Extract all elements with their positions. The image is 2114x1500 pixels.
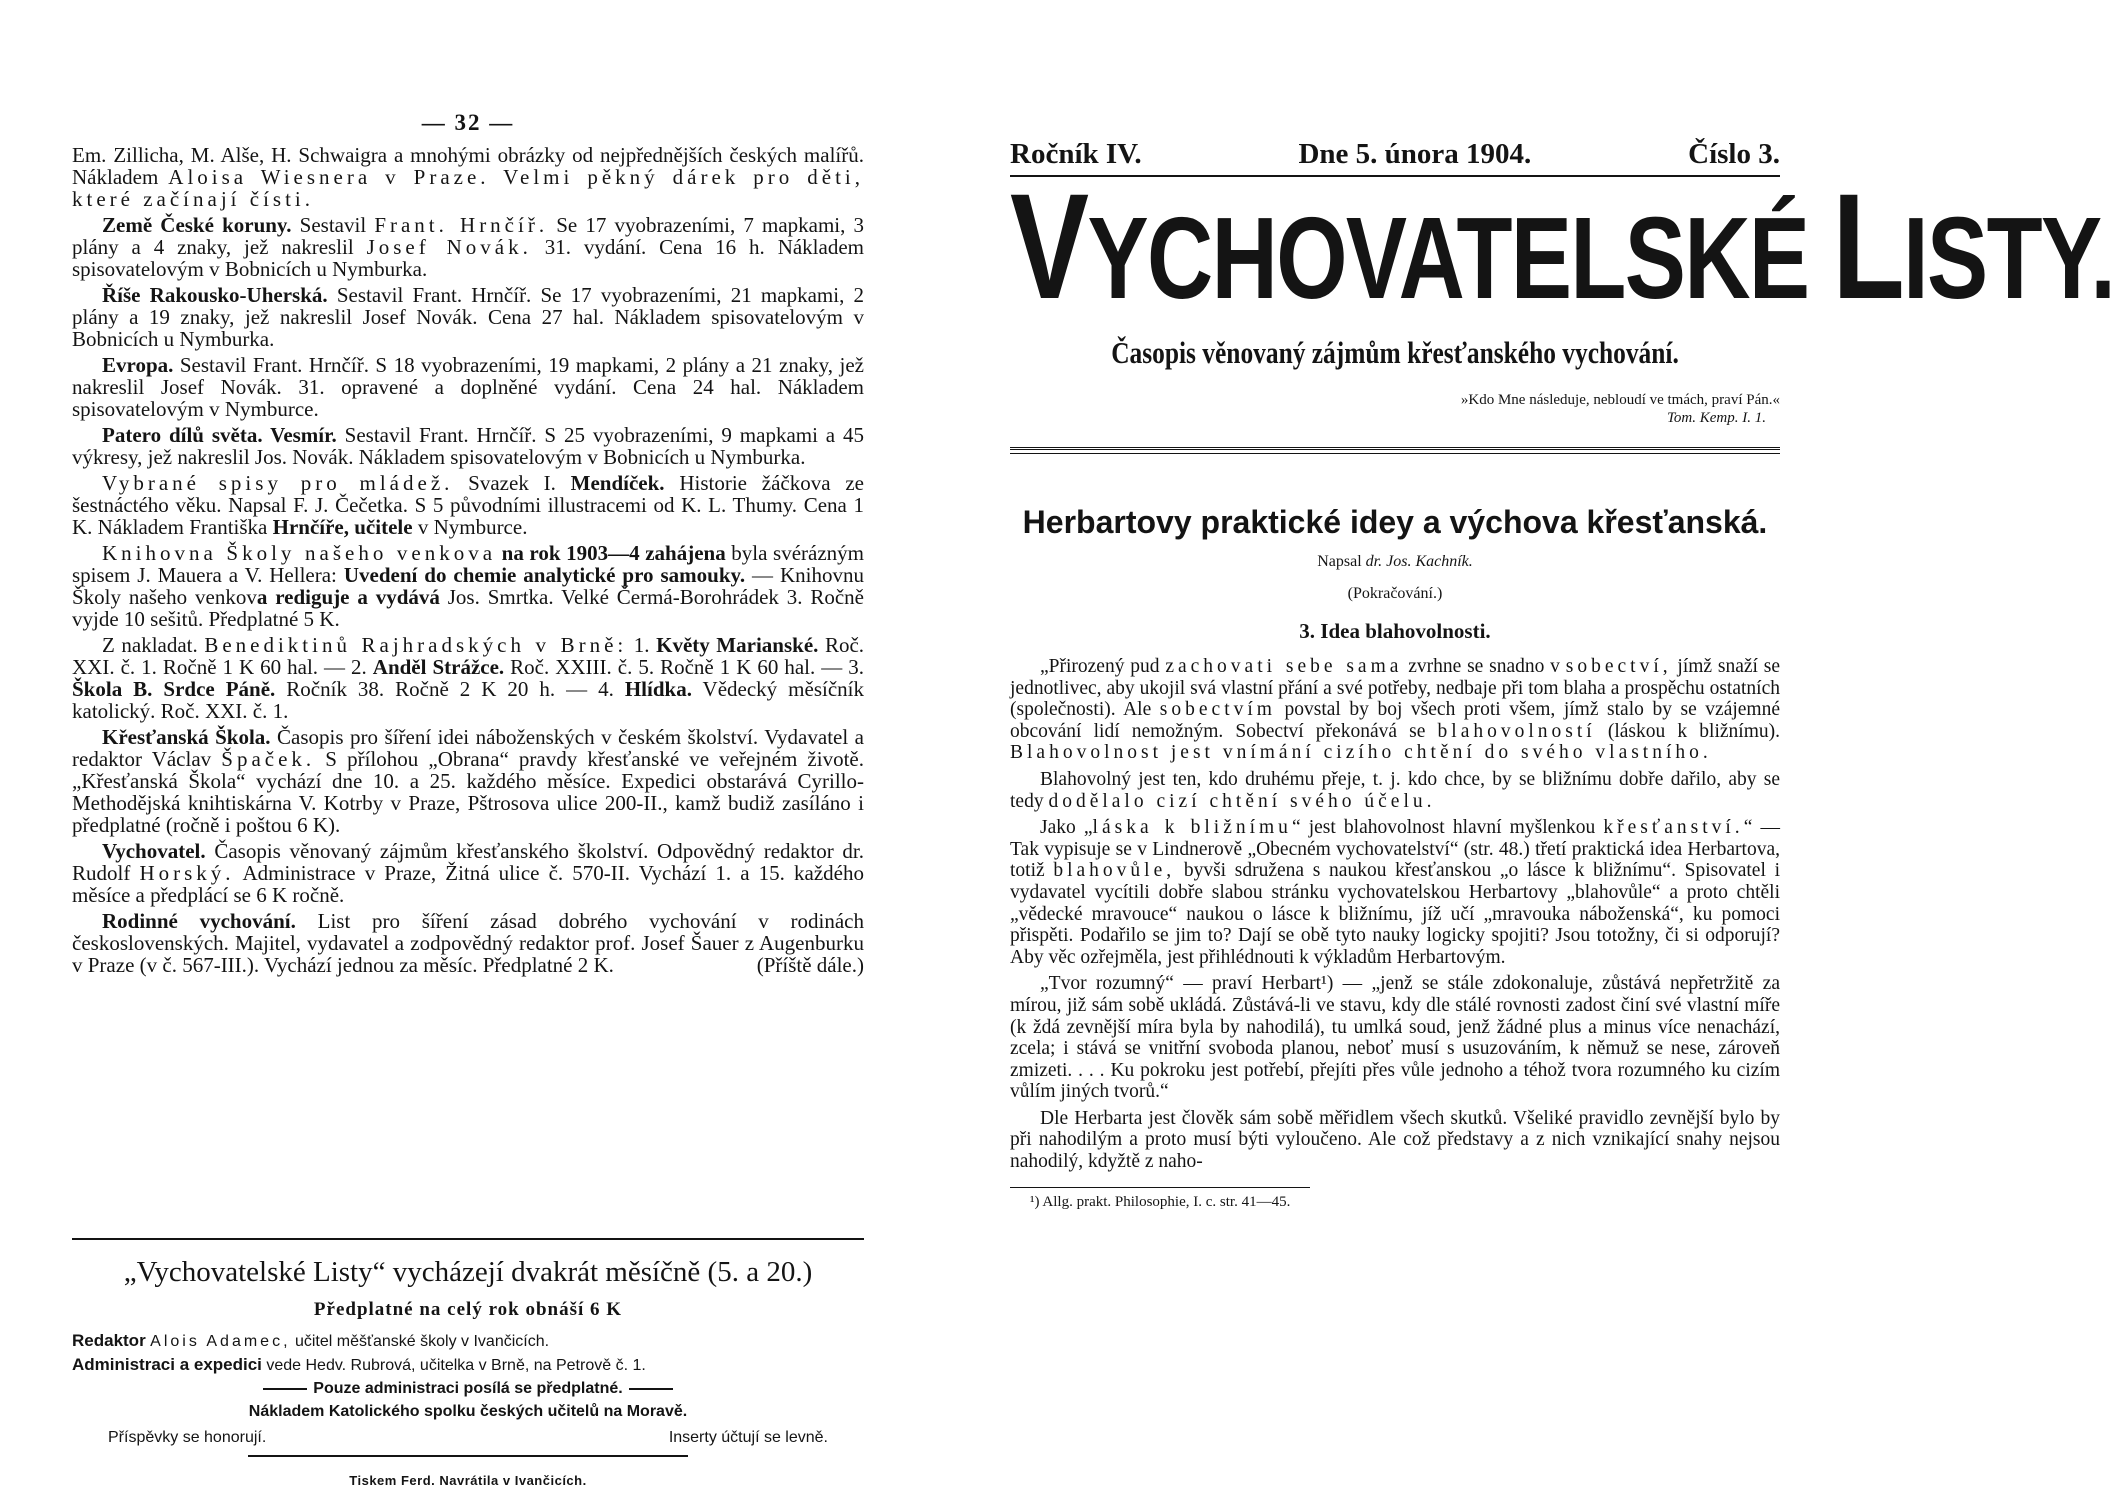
article-paragraph: Blahovolný jest ten, kdo druhému přeje, t. j. kdo chce, by se bližnímu dobře dařilo, aby se tedy dodělalo cizí chtění svého účelu.: [1010, 768, 1780, 812]
paragraph-rodinne-vychovani: Rodinné vychování. List pro šíření zásad dobrého vychování v rodinách československých. Majitel, vydavatel a zodpovědný redaktor prof. Josef Šauer z Augenburku v Praze (v č. 567-III.). Vychází jednou za měsíc. Předplatné 2 K. (Příště dále.): [72, 909, 865, 977]
printer-rule: [248, 1455, 688, 1457]
paragraph-alse-wiesner: Em. Zillicha, M. Alše, H. Schwaigra a mnohými obrázky od nejpřednějších českých malířů. Nákladem Aloisa Wiesnera v Praze. Velmi pěkný dárek pro děti, které začínají čísti.: [72, 143, 864, 211]
footnote-rule: [1010, 1187, 1310, 1188]
motto: [1010, 391, 1780, 427]
motto-text: »Kdo Mne následuje, nebloudí ve tmách, praví Pán.«: [1460, 392, 1780, 408]
issue-number: Číslo 3.: [1688, 138, 1780, 170]
paragraph-mendicek: Vybrané spisy pro mládež. Svazek I. Mendíček. Historie žáčkova ze šestnáctého věku. Napsal F. J. Čečetka. S 5 původními illustracemi od K. L. Thumy. Cena 1 K. Nákladem Františka Hrnčíře, učitele v Nymburce.: [72, 471, 864, 539]
article-title: Herbartovy praktické idey a výchova křesťanská.: [1022, 504, 1768, 540]
article-paragraph: Dle Herbarta jest člověk sám sobě měřidlem všech skutků. Všeliké pravidlo zevnější bylo by při nahodilým a proto musí býti vyloučeno. Ale což představy a z nich vznikající snahy nejsou nahodilý, kdyžtě z naho-: [1010, 1107, 1780, 1173]
journal-title: VYCHOVATELSKÉ LISTY.: [1010, 162, 2114, 330]
printer-line: Tiskem Ferd. Navrátila v Ivančicích.: [349, 1473, 587, 1488]
editor-line: Redaktor Alois Adamec, učitel měšťanské školy v Ivančicích.: [72, 1331, 550, 1350]
only-admin-note: Pouze administraci posílá se předplatné.: [72, 1377, 864, 1400]
article-paragraph: „Tvor rozumný“ — praví Herbart¹) — „jenž se stále zdokonaluje, zůstává nepřetržitě za mírou, již sám sobě ukládá. Zůstává-li ve stavu, kdy dle stálé rovnosti zadost činí své vlastní míře (k ždá zevnější míra byla by nahodilá), tu umlká soud, jenž žádné plus a minus více nenachází, zcela; i stává se vnitřní svoboda planou, neboť musí s usuzováním, k němuž se nese, zároveň zmizeti. . . . Ku pokroku jest potřebí, přejíti přes vůle jednoho a téhož tvora rozumného ku cizím vůlím jiných tvorů.“: [1010, 973, 1780, 1103]
subscription-price: Předplatné na celý rok obnáší 6 K: [313, 1299, 623, 1320]
article-body: [1010, 656, 1780, 1173]
paragraph-rise-rakousko-uherska: Říše Rakousko-Uherská. Sestavil Frant. Hrnčíř. Se 17 vyobrazeními, 21 mapkami, 2 plány a 19 znaky, jež nakreslil Josef Novák. Cena 27 hal. Nákladem spisovatelovým v Bobnicích u Nymburka.: [72, 283, 864, 351]
page-number: — 32 —: [421, 110, 515, 135]
ads-note: Inserty účtují se levně.: [668, 1429, 828, 1446]
subscription-box: [72, 1238, 864, 1488]
issue-date: Dne 5. února 1904.: [1298, 138, 1532, 170]
right-page: [1010, 138, 2114, 1211]
paragraph-knihovna-skoly: Knihovna Školy našeho venkova na rok 1903—4 zahájena byla svérázným spisem J. Mauera a V. Hellera: Uvedení do chemie analytické pro samouky. — Knihovnu Školy našeho venkova rediguje a vydává Jos. Smrtka. Velké Čermá-Borohrádek 3. Ročně vyjde 10 sešitů. Předplatné 5 K.: [72, 541, 864, 631]
footnote: ¹) Allg. prakt. Philosophie, I. c. str. 41—45.: [1030, 1193, 1291, 1210]
masthead-info: [1010, 138, 1780, 177]
paragraph-evropa: Evropa. Sestavil Frant. Hrnčíř. S 18 vyobrazeními, 19 mapkami, 2 plány a 21 znaky, jež nakreslil Josef Novák. 31. opravené a doplněné vydání. Cena 24 hal. Nákladem spisovatelovým v Nymburce.: [72, 353, 864, 421]
subscription-title: „Vychovatelské Listy“ vycházejí dvakrát měsíčně (5. a 20.): [123, 1256, 813, 1288]
paragraph-patero-dilu-sveta: Patero dílů světa. Vesmír. Sestavil Frant. Hrnčíř. S 25 vyobrazeními, 9 mapkami a 45 výkresy, jež nakreslil Jos. Novák. Nákladem spisovatelovým v Bobnicích u Nymburka.: [72, 423, 864, 469]
article-paragraph: Jako „láska k bližnímu“ jest blahovolnost hlavní myšlenkou křesťanství.“ — Tak vypisuje se v Lindnerově „Obecném vychovatelství“ (str. 48.) třetí praktická idea Herbartova, totiž blahovůle, byvši sdružena s naukou křesťanskou „o lásce k bližnímu“. Spisovatel i vydavatel vycítili dobře slabou stránku vychovatelskou Herbartovy „blahovůle“ a proto chtěli „vědecké mravouce“ naukou o lásce k bližnímu, jíž učí „mravouka náboženská“, ku pomoci přispěti. Podařilo se jim to? Dají se obě tyto nauky logicky spojiti? Jsou totožny, či si odporují? Aby věc ozřejměla, jest přihlédnouti k výkladům Herbartovým.: [1010, 817, 1780, 968]
journal-subtitle: Časopis věnovaný zájmům křesťanského vychování.: [1111, 335, 1679, 370]
paragraph-zeme-ceske-koruny: Země České koruny. Sestavil Frant. Hrnčíř. Se 17 vyobrazeními, 7 mapkami, 3 plány a 4 znaky, jež nakreslil Josef Novák. 31. vydání. Cena 16 h. Nákladem spisovatelovým v Bobnicích u Nymburka.: [72, 213, 865, 281]
honor-note: Příspěvky se honorují.: [108, 1429, 267, 1446]
paragraph-krestanska-skola: Křesťanská Škola. Časopis pro šíření idei náboženských v českém školství. Vydavatel a redaktor Václav Špaček. S přílohou „Obrana“ pravdy křesťanské ve veřejném životě. „Křesťanská Škola“ vychází dne 10. a 25. každého měsíce. Expedici obstarává Cyrillo-Methodějská knihtiskárna V. Kotrby v Praze, Pštrosova ulice 200-II., kamž budiž zasíláno i předplatné (ročně i poštou 6 K).: [72, 725, 864, 837]
left-page: [72, 112, 864, 980]
motto-citation: Tom. Kemp. I. 1.: [1666, 410, 1766, 426]
article-paragraph: „Přirozený pud zachovati sebe sama zvrhne se snadno v sobectví, jímž snaží se jednotlivec, aby ukojil svá vlastní přání a své potřeby, nedbaje při tom blaha a prospěchu ostatních (společnosti). Ale sobectvím povstal by boj všech proti všem, jímž stalo by se vzájemné obcování lidí nemožným. Sobectví překonává se blahovolností (láskou k bližnímu). Blahovolnost jest vnímání cizího chtění do svého vlastního.: [1010, 656, 1781, 764]
administration-line: Administraci a expedici vede Hedv. Rubrová, učitelka v Brně, na Petrově č. 1.: [72, 1355, 646, 1374]
publisher-line: Nákladem Katolického spolku českých učitelů na Moravě.: [248, 1403, 688, 1420]
section-heading: 3. Idea blahovolnosti.: [1299, 619, 1491, 643]
article-author: Napsal dr. Jos. Kachník.: [1317, 553, 1473, 570]
contributions-row: [108, 1429, 828, 1447]
continued-next-note: (Příště dále.): [756, 953, 864, 977]
masthead-rule: [1010, 447, 1780, 454]
paragraph-benediktinu: Z nakladat. Benediktinů Rajhradských v Brně: 1. Květy Marianské. Roč. XXI. č. 1. Ročně 1 K 60 hal. — 2. Anděl Strážce. Roč. XXIII. č. 5. Ročně 1 K 60 hal. — 3. Škola B. Srdce Páně. Ročník 38. Ročně 2 K 20 h. — 4. Hlídka. Vědecký měsíčník katolický. Roč. XXI. č. 1.: [72, 633, 865, 723]
volume-number: Ročník IV.: [1010, 138, 1142, 170]
paragraph-vychovatel: Vychovatel. Časopis věnovaný zájmům křesťanského školství. Odpovědný redaktor dr. Rudolf Horský. Administrace v Praze, Žitná ulice č. 570-II. Vychází 1. a 15. každého měsíce a předplácí se 6 K ročně.: [72, 839, 864, 907]
article-continued: (Pokračování.): [1347, 585, 1443, 602]
